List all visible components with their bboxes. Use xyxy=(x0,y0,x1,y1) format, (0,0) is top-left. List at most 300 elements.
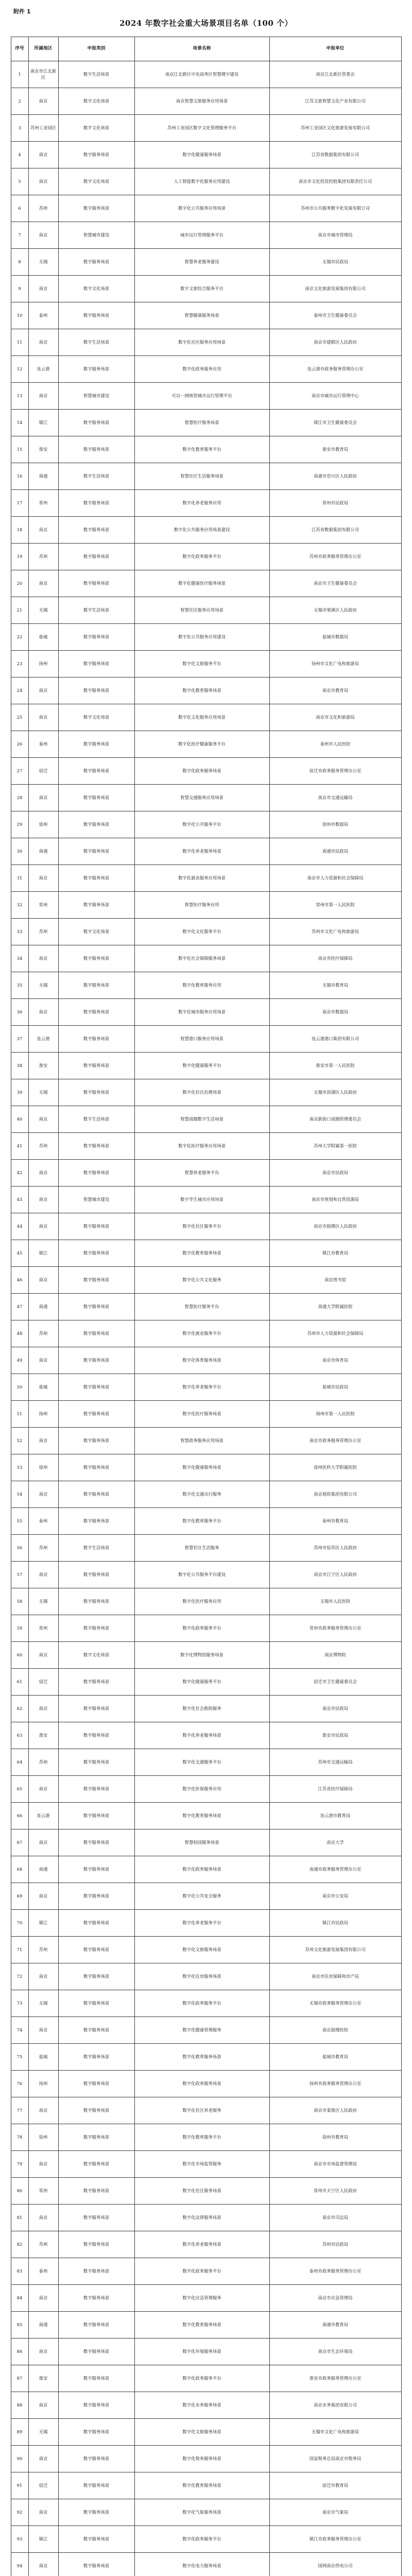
table-row xyxy=(11,1990,401,2017)
cell-unit: 南京市江宁区人民政府 xyxy=(269,1562,401,1588)
cell-no: 61 xyxy=(11,1669,28,1696)
cell-scenario: 智慧校园服务场景 xyxy=(134,1829,269,1856)
table-row xyxy=(11,945,401,972)
cell-area: 苏州 xyxy=(28,1133,58,1160)
table-row xyxy=(11,2338,401,2365)
cell-unit: 南京市气象局 xyxy=(269,2499,401,2526)
cell-unit: 江苏文旅智慧文化产业有限公司 xyxy=(269,88,401,115)
cell-unit: 苏州工业园区文化旅游发展有限公司 xyxy=(269,115,401,142)
cell-scenario: 数字化文化服务平台 xyxy=(134,919,269,945)
cell-area: 南京 xyxy=(28,142,58,168)
cell-no: 38 xyxy=(11,1053,28,1079)
table-row xyxy=(11,490,401,517)
cell-no: 19 xyxy=(11,544,28,570)
cell-scenario: 人工智能数字化服务应用建设 xyxy=(134,168,269,195)
cell-scenario: 数字化教育服务场景 xyxy=(134,2472,269,2499)
cell-area: 南京 xyxy=(28,2205,58,2231)
cell-scenario: 数字化市场监管服务 xyxy=(134,2151,269,2178)
cell-unit: 苏州市政务服务管理办公室 xyxy=(269,544,401,570)
cell-area: 南京 xyxy=(28,570,58,597)
cell-no: 60 xyxy=(11,1642,28,1669)
cell-unit: 淮安市第一人民医院 xyxy=(269,1053,401,1079)
cell-no: 85 xyxy=(11,2312,28,2338)
cell-no: 33 xyxy=(11,919,28,945)
table-row xyxy=(11,1026,401,1053)
cell-scenario: 数字化社区服务场景 xyxy=(134,2178,269,2205)
cell-unit: 南通市民政局 xyxy=(269,838,401,865)
cell-area: 泰州 xyxy=(28,731,58,758)
cell-scenario: 数字化健康服务场景 xyxy=(134,142,269,168)
cell-no: 74 xyxy=(11,2017,28,2044)
cell-unit: 南京市秦淮区人民政府 xyxy=(269,2097,401,2124)
cell-category: 数字服务场景 xyxy=(58,2178,134,2205)
table-body xyxy=(11,61,401,2576)
cell-no: 25 xyxy=(11,704,28,731)
cell-area: 南京 xyxy=(28,88,58,115)
cell-scenario: 数字化公共服务平台 xyxy=(134,811,269,838)
cell-unit: 苏州市交通运输局 xyxy=(269,1749,401,1776)
cell-unit: 国家税务总局南京市税务局 xyxy=(269,2446,401,2472)
cell-category: 数字服务场景 xyxy=(58,195,134,222)
cell-unit: 南京市教育局 xyxy=(269,677,401,704)
cell-category: 数字服务场景 xyxy=(58,302,134,329)
table-row xyxy=(11,1133,401,1160)
cell-no: 75 xyxy=(11,2044,28,2071)
cell-scenario: 数字化社区服务应用场景 xyxy=(134,329,269,356)
table-row xyxy=(11,276,401,302)
cell-no: 53 xyxy=(11,1454,28,1481)
cell-category: 数字服务场景 xyxy=(58,677,134,704)
cell-no: 64 xyxy=(11,1749,28,1776)
cell-category: 数字服务场景 xyxy=(58,2097,134,2124)
cell-scenario: 数字化交通出行服务 xyxy=(134,1481,269,1508)
cell-unit: 无锡市滨湖区人民政府 xyxy=(269,1079,401,1106)
cell-area: 连云港 xyxy=(28,1803,58,1829)
cell-no: 89 xyxy=(11,2419,28,2446)
table-row xyxy=(11,195,401,222)
cell-scenario: 数字化教育服务场景 xyxy=(134,1240,269,1267)
cell-no: 82 xyxy=(11,2231,28,2258)
cell-no: 66 xyxy=(11,1803,28,1829)
table-row xyxy=(11,1079,401,1106)
cell-area: 南通 xyxy=(28,1856,58,1883)
table-row xyxy=(11,1803,401,1829)
cell-area: 泰州 xyxy=(28,2258,58,2285)
cell-scenario: 数字化养老服务场景 xyxy=(134,2231,269,2258)
cell-no: 28 xyxy=(11,785,28,811)
cell-unit: 常州市政务服务管理办公室 xyxy=(269,1615,401,1642)
cell-scenario: 智慧交通服务应用场景 xyxy=(134,785,269,811)
cell-scenario: 数字化医疗服务应用场景 xyxy=(134,1133,269,1160)
cell-scenario: 数字化社会救助服务 xyxy=(134,1696,269,1722)
cell-unit: 国网南京供电公司 xyxy=(269,2553,401,2576)
table-row xyxy=(11,436,401,463)
cell-no: 67 xyxy=(11,1829,28,1856)
cell-scenario: 数字化政务服务平台 xyxy=(134,2526,269,2553)
cell-category: 数字文化场景 xyxy=(58,115,134,142)
cell-category: 数字服务场景 xyxy=(58,2151,134,2178)
cell-unit: 苏州文化旅游发展集团有限公司 xyxy=(269,1937,401,1963)
cell-scenario: 智慧社区生活服务场景 xyxy=(134,463,269,490)
cell-scenario: 数字化政务服务平台 xyxy=(134,1615,269,1642)
cell-category: 数字服务场景 xyxy=(58,1588,134,1615)
cell-unit: 江苏省数据集团有限公司 xyxy=(269,517,401,544)
table-row xyxy=(11,2472,401,2499)
cell-scenario: 智慧社区服务应用场景 xyxy=(134,597,269,624)
table-row xyxy=(11,731,401,758)
cell-unit: 南通市崇川区人民政府 xyxy=(269,463,401,490)
table-header-row xyxy=(11,37,401,61)
cell-area: 南京 xyxy=(28,2151,58,2178)
cell-unit: 泰州市卫生健康委员会 xyxy=(269,302,401,329)
cell-area: 淮安 xyxy=(28,1722,58,1749)
cell-no: 42 xyxy=(11,1160,28,1187)
table-row xyxy=(11,1883,401,1910)
cell-area: 南京 xyxy=(28,2392,58,2419)
cell-no: 48 xyxy=(11,1320,28,1347)
cell-no: 24 xyxy=(11,677,28,704)
cell-area: 苏州 xyxy=(28,1320,58,1347)
cell-category: 数字服务场景 xyxy=(58,2338,134,2365)
table-row xyxy=(11,785,401,811)
cell-area: 南京 xyxy=(28,1347,58,1374)
cell-area: 苏州 xyxy=(28,2231,58,2258)
cell-unit: 南京市卫生健康委员会 xyxy=(269,570,401,597)
cell-scenario: 数字化养老服务应用 xyxy=(134,490,269,517)
cell-no: 87 xyxy=(11,2365,28,2392)
cell-unit: 盐城市数据局 xyxy=(269,624,401,651)
cell-category: 数字服务场景 xyxy=(58,2124,134,2151)
table-row xyxy=(11,88,401,115)
cell-no: 40 xyxy=(11,1106,28,1133)
cell-unit: 南京市建邺区人民政府 xyxy=(269,329,401,356)
cell-scenario: 数字化教育服务平台 xyxy=(134,436,269,463)
cell-unit: 宿迁市卫生健康委员会 xyxy=(269,1669,401,1696)
cell-scenario: 数字化健康服务场景 xyxy=(134,1454,269,1481)
cell-scenario: 数字化文旅服务场景 xyxy=(134,2419,269,2446)
cell-no: 30 xyxy=(11,838,28,865)
cell-category: 数字服务场景 xyxy=(58,1079,134,1106)
cell-area: 徐州 xyxy=(28,2124,58,2151)
cell-no: 35 xyxy=(11,972,28,999)
cell-no: 14 xyxy=(11,410,28,436)
cell-unit: 南京市民政局 xyxy=(269,1696,401,1722)
cell-category: 数字服务场景 xyxy=(58,1454,134,1481)
cell-no: 44 xyxy=(11,1213,28,1240)
cell-category: 数字服务场景 xyxy=(58,1722,134,1749)
table-row xyxy=(11,2205,401,2231)
cell-unit: 南京鼓楼医院 xyxy=(269,2017,401,2044)
cell-unit: 南京图书馆 xyxy=(269,1267,401,1294)
cell-no: 18 xyxy=(11,517,28,544)
cell-unit: 无锡市文化广电和旅游局 xyxy=(269,2419,401,2446)
cell-category: 数字服务场景 xyxy=(58,356,134,383)
cell-area: 盐城 xyxy=(28,1374,58,1401)
cell-unit: 无锡市民政局 xyxy=(269,249,401,276)
table-row xyxy=(11,2258,401,2285)
cell-no: 81 xyxy=(11,2205,28,2231)
cell-area: 扬州 xyxy=(28,651,58,677)
cell-area: 南京 xyxy=(28,517,58,544)
cell-unit: 南京市交通运输局 xyxy=(269,785,401,811)
cell-unit: 南京市医疗保障局 xyxy=(269,945,401,972)
cell-area: 徐州 xyxy=(28,1454,58,1481)
cell-category: 数字服务场景 xyxy=(58,1213,134,1240)
cell-no: 20 xyxy=(11,570,28,597)
cell-unit: 南京市民政局 xyxy=(269,1160,401,1187)
cell-category: 数字服务场景 xyxy=(58,2392,134,2419)
table-row xyxy=(11,1106,401,1133)
cell-area: 南京 xyxy=(28,785,58,811)
cell-category: 数字生活场景 xyxy=(58,463,134,490)
cell-category: 数字服务场景 xyxy=(58,2446,134,2472)
cell-no: 36 xyxy=(11,999,28,1026)
cell-unit: 泰州市人民医院 xyxy=(269,731,401,758)
cell-area: 盐城 xyxy=(28,624,58,651)
cell-category: 数字服务场景 xyxy=(58,1696,134,1722)
cell-category: 数字服务场景 xyxy=(58,2472,134,2499)
cell-scenario: 数字化健康医疗服务场景 xyxy=(134,570,269,597)
cell-area: 淮安 xyxy=(28,2365,58,2392)
cell-area: 扬州 xyxy=(28,1401,58,1428)
cell-category: 数字服务场景 xyxy=(58,892,134,919)
cell-category: 数字服务场景 xyxy=(58,758,134,785)
cell-unit: 泰州市政务服务管理办公室 xyxy=(269,2258,401,2285)
cell-category: 数字服务场景 xyxy=(58,731,134,758)
cell-scenario: 南京江北新区中央商务区智慧楼宇建设 xyxy=(134,61,269,88)
cell-area: 无锡 xyxy=(28,249,58,276)
cell-no: 47 xyxy=(11,1294,28,1320)
cell-no: 77 xyxy=(11,2097,28,2124)
table-row xyxy=(11,61,401,88)
cell-unit: 常州市民政局 xyxy=(269,490,401,517)
cell-category: 数字服务场景 xyxy=(58,1481,134,1508)
cell-scenario: 数字化就业服务应用场景 xyxy=(134,865,269,892)
table-row xyxy=(11,651,401,677)
cell-scenario: 数字化政务服务场景 xyxy=(134,758,269,785)
cell-category: 数字服务场景 xyxy=(58,1937,134,1963)
cell-unit: 连云港市教育局 xyxy=(269,1803,401,1829)
cell-category: 数字服务场景 xyxy=(58,1803,134,1829)
cell-category: 数字服务场景 xyxy=(58,624,134,651)
cell-scenario: 数字化公共服务平台建设 xyxy=(134,1562,269,1588)
cell-area: 南京 xyxy=(28,1160,58,1187)
cell-area: 淮安 xyxy=(28,1053,58,1079)
table-row xyxy=(11,544,401,570)
cell-area: 南京 xyxy=(28,2338,58,2365)
cell-no: 2 xyxy=(11,88,28,115)
table-row xyxy=(11,329,401,356)
cell-unit: 南京市鼓楼区人民政府 xyxy=(269,1213,401,1240)
cell-category: 数字服务场景 xyxy=(58,1963,134,1990)
cell-category: 数字服务场景 xyxy=(58,544,134,570)
cell-scenario: 数字化教育服务平台 xyxy=(134,1508,269,1535)
cell-unit: 南京水务集团有限公司 xyxy=(269,2392,401,2419)
cell-category: 数字服务场景 xyxy=(58,999,134,1026)
cell-category: 数字服务场景 xyxy=(58,1133,134,1160)
cell-no: 9 xyxy=(11,276,28,302)
cell-scenario: 数字化体育服务场景 xyxy=(134,1347,269,1374)
cell-no: 31 xyxy=(11,865,28,892)
cell-no: 43 xyxy=(11,1187,28,1213)
table-row xyxy=(11,1428,401,1454)
cell-area: 南京 xyxy=(28,2285,58,2312)
cell-unit: 江苏省数据集团有限公司 xyxy=(269,142,401,168)
cell-no: 3 xyxy=(11,115,28,142)
cell-category: 数字文化场景 xyxy=(58,704,134,731)
cell-no: 4 xyxy=(11,142,28,168)
cell-unit: 南京市生态环境局 xyxy=(269,2338,401,2365)
cell-no: 90 xyxy=(11,2446,28,2472)
attachment-label: 附件 1 xyxy=(13,8,31,15)
cell-unit: 苏州市人力资源和社会保障局 xyxy=(269,1320,401,1347)
cell-no: 50 xyxy=(11,1374,28,1401)
cell-category: 数字文化场景 xyxy=(58,919,134,945)
table-row xyxy=(11,356,401,383)
table-row xyxy=(11,2526,401,2553)
cell-scenario: 数字化政务服务平台 xyxy=(134,544,269,570)
cell-area: 无锡 xyxy=(28,972,58,999)
cell-area: 南京 xyxy=(28,2017,58,2044)
cell-category: 数字服务场景 xyxy=(58,811,134,838)
cell-scenario: 数字化交通服务平台 xyxy=(134,1749,269,1776)
cell-area: 南京 xyxy=(28,1428,58,1454)
cell-unit: 镇江市民政局 xyxy=(269,1910,401,1937)
cell-category: 数字生活场景 xyxy=(58,1535,134,1562)
cell-area: 无锡 xyxy=(28,1588,58,1615)
cell-area: 连云港 xyxy=(28,1026,58,1053)
cell-area: 南京 xyxy=(28,1883,58,1910)
cell-category: 数字服务场景 xyxy=(58,410,134,436)
cell-unit: 镇江市卫生健康委员会 xyxy=(269,410,401,436)
cell-area: 南京 xyxy=(28,999,58,1026)
cell-area: 南京 xyxy=(28,704,58,731)
table-row xyxy=(11,1722,401,1749)
cell-area: 宿迁 xyxy=(28,2472,58,2499)
table-row xyxy=(11,1776,401,1803)
cell-scenario: 南京智慧文旅服务应用场景 xyxy=(134,88,269,115)
cell-scenario: 智慧养老服务建设 xyxy=(134,249,269,276)
cell-unit: 连云港市政务服务管理办公室 xyxy=(269,356,401,383)
column-header-category: 申报类别 xyxy=(58,37,134,61)
cell-area: 镇江 xyxy=(28,2526,58,2553)
cell-unit: 无锡市人民医院 xyxy=(269,1588,401,1615)
cell-unit: 南京市体育局 xyxy=(269,1347,401,1374)
cell-category: 数字服务场景 xyxy=(58,1053,134,1079)
table-row xyxy=(11,2151,401,2178)
cell-no: 71 xyxy=(11,1937,28,1963)
cell-category: 智慧城市建设 xyxy=(58,222,134,249)
cell-no: 21 xyxy=(11,597,28,624)
table-row xyxy=(11,1696,401,1722)
cell-area: 南京市江北新区 xyxy=(28,61,58,88)
cell-category: 数字服务场景 xyxy=(58,1026,134,1053)
cell-no: 83 xyxy=(11,2258,28,2285)
cell-category: 数字服务场景 xyxy=(58,945,134,972)
cell-scenario: 数字化养老服务场景 xyxy=(134,838,269,865)
table-row xyxy=(11,624,401,651)
cell-unit: 扬州市文化广电和旅游局 xyxy=(269,651,401,677)
cell-no: 32 xyxy=(11,892,28,919)
table-row xyxy=(11,570,401,597)
cell-unit: 镇江市教育局 xyxy=(269,1240,401,1267)
cell-scenario: 数字化政务服务应用 xyxy=(134,356,269,383)
cell-unit: 无锡市教育局 xyxy=(269,972,401,999)
cell-unit: 南京大学 xyxy=(269,1829,401,1856)
cell-category: 数字服务场景 xyxy=(58,865,134,892)
table-row xyxy=(11,1347,401,1374)
cell-category: 数字服务场景 xyxy=(58,490,134,517)
cell-no: 5 xyxy=(11,168,28,195)
cell-area: 无锡 xyxy=(28,1990,58,2017)
table-row xyxy=(11,1374,401,1401)
cell-scenario: 数字化博物馆服务场景 xyxy=(134,1642,269,1669)
cell-category: 数字服务场景 xyxy=(58,1562,134,1588)
cell-area: 南京 xyxy=(28,383,58,410)
cell-no: 51 xyxy=(11,1401,28,1428)
cell-scenario: 智慧健康服务场景 xyxy=(134,302,269,329)
table-row xyxy=(11,1669,401,1696)
cell-area: 镇江 xyxy=(28,1910,58,1937)
cell-area: 常州 xyxy=(28,892,58,919)
cell-no: 88 xyxy=(11,2392,28,2419)
cell-scenario: 数字化气象服务场景 xyxy=(134,2499,269,2526)
cell-area: 无锡 xyxy=(28,1079,58,1106)
cell-category: 数字服务场景 xyxy=(58,2312,134,2338)
table-row xyxy=(11,2044,401,2071)
cell-unit: 南京市人力资源和社会保障局 xyxy=(269,865,401,892)
table-row xyxy=(11,892,401,919)
cell-no: 57 xyxy=(11,1562,28,1588)
cell-category: 数字服务场景 xyxy=(58,1160,134,1187)
cell-area: 常州 xyxy=(28,490,58,517)
cell-scenario: 数字化教育服务平台 xyxy=(134,2124,269,2151)
table-row xyxy=(11,919,401,945)
table-row xyxy=(11,1294,401,1320)
cell-area: 南京 xyxy=(28,1963,58,1990)
cell-unit: 泰州市教育局 xyxy=(269,1508,401,1535)
table-row xyxy=(11,2499,401,2526)
cell-category: 数字服务场景 xyxy=(58,651,134,677)
table-row xyxy=(11,1937,401,1963)
table-row xyxy=(11,222,401,249)
cell-scenario: 可以一网统管城市运行管理平台 xyxy=(134,383,269,410)
cell-unit: 南京市公安局 xyxy=(269,1883,401,1910)
cell-area: 南京 xyxy=(28,1106,58,1133)
table-row xyxy=(11,2178,401,2205)
table-row xyxy=(11,1535,401,1562)
table-row xyxy=(11,1320,401,1347)
cell-category: 数字服务场景 xyxy=(58,2231,134,2258)
cell-area: 苏州 xyxy=(28,1535,58,1562)
cell-unit: 苏州市民政局 xyxy=(269,2231,401,2258)
cell-unit: 宿迁市教育局 xyxy=(269,2472,401,2499)
cell-category: 数字服务场景 xyxy=(58,1669,134,1696)
cell-no: 23 xyxy=(11,651,28,677)
cell-scenario: 数字化养老服务平台 xyxy=(134,1374,269,1401)
cell-area: 南京 xyxy=(28,1776,58,1803)
cell-category: 数字服务场景 xyxy=(58,838,134,865)
cell-scenario: 数字化社区治理场景 xyxy=(134,1079,269,1106)
cell-no: 7 xyxy=(11,222,28,249)
cell-unit: 南京新街口商圈管理委员会 xyxy=(269,1106,401,1133)
cell-scenario: 数字化教育服务场景 xyxy=(134,2044,269,2071)
cell-area: 泰州 xyxy=(28,1508,58,1535)
cell-area: 南京 xyxy=(28,1481,58,1508)
table-row xyxy=(11,1910,401,1937)
cell-no: 10 xyxy=(11,302,28,329)
cell-scenario: 数字化政务服务场景 xyxy=(134,2071,269,2097)
